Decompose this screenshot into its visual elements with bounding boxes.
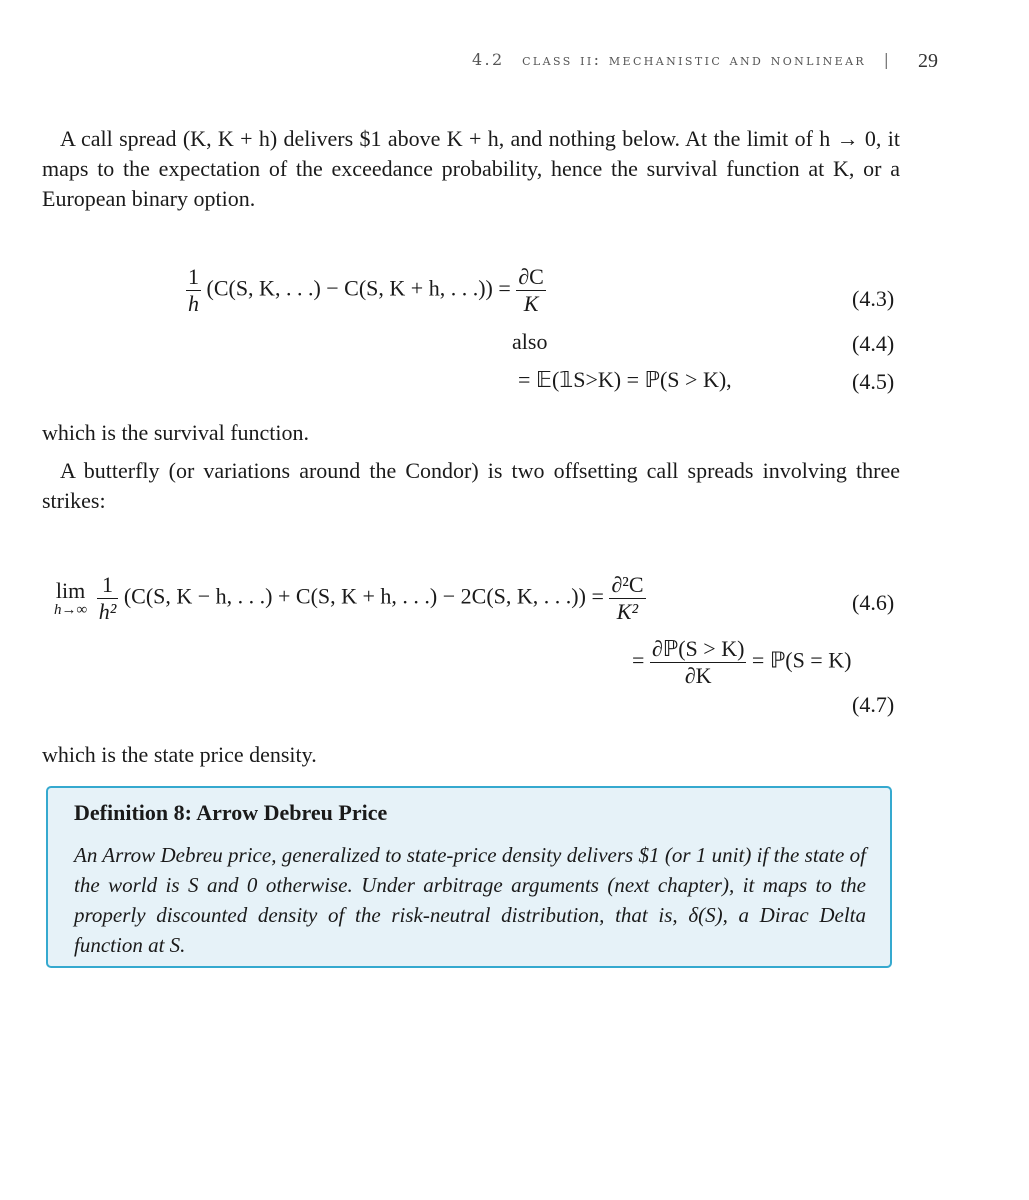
fraction-numerator: ∂²C <box>611 572 644 597</box>
limit-operator <box>54 577 88 618</box>
equation-number: (4.3) <box>852 286 895 311</box>
fraction-denominator: h² <box>98 599 117 624</box>
equation-4-6 <box>54 572 646 625</box>
fraction-one-over-h-squared <box>97 572 119 625</box>
equation-number: (4.6) <box>852 590 895 615</box>
equals-sign: = <box>632 647 645 673</box>
header-separator: | <box>883 50 889 69</box>
limit-subscript: h→∞ <box>54 601 88 618</box>
page-number: 29 <box>918 50 938 72</box>
fraction-denominator: K <box>516 290 546 317</box>
equation-number: (4.4) <box>852 331 895 356</box>
equation-number: (4.7) <box>852 692 895 717</box>
fraction-d2c-over-k2 <box>609 572 645 625</box>
section-number: 4.2 <box>471 50 505 69</box>
fraction-numerator: ∂ℙ(S > K) <box>651 636 745 661</box>
fraction-denominator: K² <box>609 598 645 625</box>
equation-number: (4.5) <box>852 369 895 394</box>
fraction-denominator: ∂K <box>650 662 746 689</box>
fraction-numerator: ∂C <box>518 264 544 289</box>
paragraph-survival: which is the survival function. <box>42 420 310 445</box>
running-header <box>472 50 899 69</box>
fraction-numerator: 1 <box>188 264 199 289</box>
equation-body: (C(S, K, . . .) − C(S, K + h, . . .)) = <box>206 275 511 301</box>
equation-tail: = ℙ(S = K) <box>751 647 852 673</box>
definition-body: An Arrow Debreu price, generalized to state-price density delivers $1 (or 1 unit) if the state of the world is S and 0 otherwise. Under arbitrage arguments (next chapter), it maps to the properly discounted density of the risk-neutral distribution, that is, δ(S), a Dirac Delta function at S. <box>74 843 866 957</box>
equation-4-3 <box>186 264 546 317</box>
equation-4-5: = 𝔼(𝟙S>K) = ℙ(S > K), <box>518 367 732 392</box>
paragraph-butterfly: A butterfly (or variations around the Condor) is two offsetting call spreads involving three strikes: <box>42 458 900 513</box>
fraction-dp-over-dk <box>650 636 746 689</box>
fraction-one-over-h <box>186 264 201 317</box>
equation-4-4: also <box>512 329 548 354</box>
section-title: class ii: mechanistic and nonlinear <box>522 50 867 69</box>
equation-4-7 <box>632 636 851 689</box>
paragraph-call-spread: A call spread (K, K + h) delivers $1 above K + h, and nothing below. At the limit of h → 0, it maps to the expectation of the exceedance probability, hence the survival function at K, or a European binary option. <box>42 126 900 211</box>
fraction-dc-over-k <box>516 264 546 317</box>
paragraph-state-price: which is the state price density. <box>42 742 317 767</box>
limit-label: lim <box>55 577 86 603</box>
equation-body: (C(S, K − h, . . .) + C(S, K + h, . . .) − 2C(S, K, . . .)) = <box>123 583 604 609</box>
fraction-numerator: 1 <box>102 572 113 597</box>
definition-title: Definition 8: Arrow Debreu Price <box>74 800 388 825</box>
fraction-denominator: h <box>188 291 199 316</box>
